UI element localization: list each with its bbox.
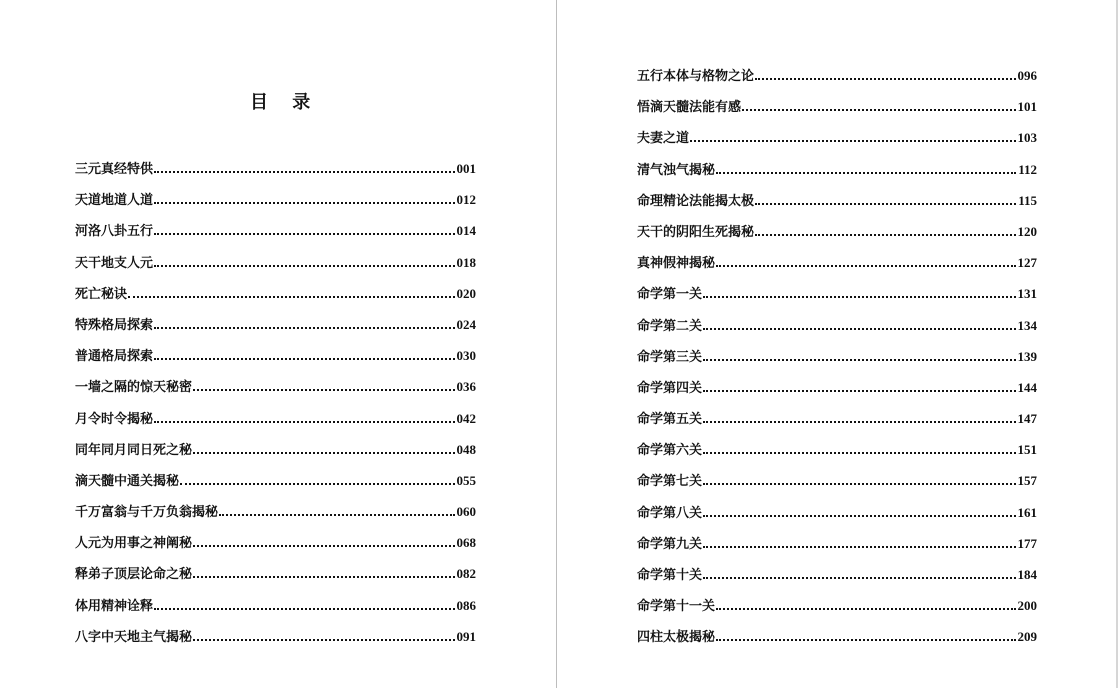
toc-entry-page: 012 [456, 192, 476, 208]
toc-entry-page: 112 [1018, 161, 1037, 177]
toc-entry-page: 103 [1017, 130, 1037, 146]
dot-leader [193, 452, 454, 454]
toc-entry-title: 人元为用事之神阐秘 [75, 536, 193, 552]
toc-entry-page: 068 [456, 535, 476, 551]
toc-entry-title: 滴天髓中通关揭秘 [75, 473, 180, 489]
dot-leader [716, 608, 1015, 610]
toc-entry-title: 特殊格局探索 [75, 317, 154, 333]
toc-entry-page: 096 [1017, 68, 1037, 83]
toc-entry-title: 五行本体与格物之论 [637, 69, 755, 84]
toc-entry-page: 127 [1017, 255, 1037, 271]
toc-entry[interactable] [75, 408, 476, 439]
toc-entry-page: 177 [1017, 535, 1037, 551]
dot-leader [154, 265, 454, 267]
dot-leader [154, 608, 454, 610]
dot-leader [180, 483, 454, 485]
toc-entry[interactable] [637, 252, 1037, 283]
toc-entry[interactable] [75, 252, 476, 283]
toc-entry-page: 036 [456, 379, 476, 395]
toc-entry[interactable] [637, 502, 1037, 533]
toc-entry-page: 018 [456, 254, 476, 270]
toc-entry-title: 清气浊气揭秘 [637, 162, 716, 178]
toc-entry[interactable] [75, 158, 476, 189]
toc-entry-title: 命学第八关 [637, 505, 703, 521]
dot-leader [193, 639, 454, 641]
toc-entry-page: 042 [456, 410, 476, 426]
toc-entry[interactable] [75, 532, 476, 563]
toc-entry[interactable] [637, 626, 1037, 657]
toc-entry-title: 三元真经特供 [75, 162, 154, 177]
toc-entry-page: 024 [456, 316, 476, 332]
toc-entry-page: 101 [1017, 99, 1037, 115]
toc-entry-page: 055 [456, 472, 476, 488]
toc-entry-title: 命学第二关 [637, 318, 703, 334]
dot-leader [755, 78, 1015, 80]
dot-leader [128, 296, 454, 298]
dot-leader [193, 389, 454, 391]
toc-entry-title: 月令时令揭秘 [75, 411, 154, 427]
toc-entry-title: 命学第四关 [637, 380, 703, 396]
dot-leader [742, 109, 1015, 111]
toc-entry[interactable] [637, 190, 1037, 221]
dot-leader [703, 515, 1015, 517]
toc-entry-page: 060 [456, 504, 476, 520]
toc-entry-title: 悟滴天髓法能有感 [637, 100, 742, 116]
dot-leader [154, 202, 454, 204]
toc-entry[interactable] [75, 345, 476, 376]
dot-leader [755, 203, 1016, 205]
toc-entry-title: 命学第九关 [637, 536, 703, 552]
toc-entry[interactable] [637, 221, 1037, 252]
toc-entry-page: 200 [1017, 598, 1037, 614]
toc-entry-title: 四柱太极揭秘 [637, 630, 716, 646]
toc-entry[interactable] [637, 159, 1037, 190]
toc-entry-title: 命学第七关 [637, 474, 703, 490]
toc-entry-page: 086 [456, 597, 476, 613]
toc-entry-page: 134 [1017, 317, 1037, 333]
toc-entry-page: 157 [1017, 473, 1037, 489]
toc-entry[interactable] [637, 96, 1037, 127]
toc-list-left [75, 158, 476, 657]
toc-entry-page: 184 [1017, 567, 1037, 582]
toc-entry-page: 151 [1017, 442, 1037, 458]
dot-leader [703, 483, 1015, 485]
toc-entry-title: 命学第一关 [637, 287, 703, 303]
dot-leader [755, 234, 1015, 236]
toc-entry-title: 八字中天地主气揭秘 [75, 629, 193, 645]
toc-entry-title: 体用精神诠释 [75, 598, 154, 614]
toc-entry-title: 天干地支人元 [75, 255, 154, 271]
toc-entry-title: 天道地道人道 [75, 193, 154, 209]
dot-leader [690, 140, 1015, 142]
dot-leader [716, 172, 1016, 174]
dot-leader [703, 296, 1015, 298]
toc-entry-page: 020 [456, 285, 476, 301]
toc-entry-title: 命学第六关 [637, 443, 703, 459]
toc-entry-title: 天干的阴阳生死揭秘 [637, 224, 755, 240]
dot-leader [703, 452, 1015, 454]
dot-leader [703, 421, 1015, 423]
dot-leader [703, 390, 1015, 392]
dot-leader [716, 639, 1015, 641]
toc-entry[interactable] [637, 127, 1037, 158]
toc-entry-title: 普通格局探索 [75, 349, 154, 365]
dot-leader [154, 171, 454, 173]
toc-entry-page: 120 [1017, 223, 1037, 239]
toc-entry-title: 释弟子顶层论命之秘 [75, 567, 193, 583]
toc-entry-page: 115 [1018, 192, 1037, 208]
toc-entry-title: 河洛八卦五行 [75, 224, 154, 240]
toc-entry-title: 命学第十关 [637, 568, 703, 583]
dot-leader [154, 327, 454, 329]
dot-leader [703, 359, 1015, 361]
toc-title: 目 录 [250, 92, 320, 113]
toc-entry[interactable] [75, 595, 476, 626]
toc-entry-title: 命理精论法能揭太极 [637, 193, 755, 209]
toc-entry-title: 夫妻之道 [637, 131, 690, 147]
dot-leader [703, 577, 1015, 579]
dot-leader [716, 265, 1015, 267]
toc-entry[interactable] [75, 220, 476, 251]
toc-entry-title: 真神假神揭秘 [637, 256, 716, 272]
toc-entry[interactable] [637, 377, 1037, 408]
toc-entry[interactable] [75, 283, 476, 314]
toc-entry[interactable] [637, 439, 1037, 470]
toc-entry-page: 161 [1017, 504, 1037, 520]
toc-entry-title: 一墙之隔的惊天秘密 [75, 380, 193, 396]
dot-leader [193, 545, 454, 547]
toc-list-right [637, 65, 1037, 658]
toc-entry[interactable] [637, 408, 1037, 439]
toc-entry[interactable] [75, 189, 476, 220]
toc-entry[interactable] [75, 626, 476, 657]
dot-leader [154, 233, 454, 235]
toc-entry[interactable] [637, 564, 1037, 595]
toc-entry-page: 014 [456, 223, 476, 239]
dot-leader [193, 576, 454, 578]
toc-entry-page: 131 [1017, 286, 1037, 302]
toc-entry[interactable] [637, 346, 1037, 377]
toc-entry-page: 030 [456, 348, 476, 364]
toc-entry[interactable] [637, 283, 1037, 314]
toc-entry[interactable] [75, 314, 476, 345]
toc-entry-title: 命学第十一关 [637, 599, 716, 615]
toc-entry-page: 209 [1017, 629, 1037, 645]
toc-entry[interactable] [637, 65, 1037, 96]
dot-leader [703, 546, 1015, 548]
toc-entry-page: 144 [1017, 379, 1037, 395]
toc-entry-title: 千万富翁与千万负翁揭秘 [75, 505, 219, 521]
toc-entry-title: 同年同月同日死之秘 [75, 442, 193, 458]
dot-leader [219, 514, 454, 516]
toc-entry[interactable] [75, 563, 476, 594]
toc-entry[interactable] [637, 315, 1037, 346]
toc-entry-page: 091 [456, 628, 476, 644]
toc-entry[interactable] [75, 501, 476, 532]
toc-entry-page: 147 [1017, 411, 1037, 427]
dot-leader [154, 421, 454, 423]
dot-leader [703, 328, 1015, 330]
toc-entry[interactable] [637, 533, 1037, 564]
toc-entry[interactable] [75, 470, 476, 501]
toc-entry-page: 139 [1017, 348, 1037, 364]
toc-entry-title: 命学第五关 [637, 412, 703, 428]
toc-entry[interactable] [75, 376, 476, 407]
toc-entry[interactable] [637, 470, 1037, 501]
toc-entry-page: 001 [456, 161, 476, 176]
toc-entry[interactable] [637, 595, 1037, 626]
toc-entry-page: 048 [456, 441, 476, 457]
toc-entry[interactable] [75, 439, 476, 470]
toc-entry-title: 死亡秘诀 [75, 286, 128, 302]
toc-entry-title: 命学第三关 [637, 349, 703, 365]
dot-leader [154, 358, 454, 360]
page-divider [556, 0, 557, 688]
toc-entry-page: 082 [456, 566, 476, 582]
